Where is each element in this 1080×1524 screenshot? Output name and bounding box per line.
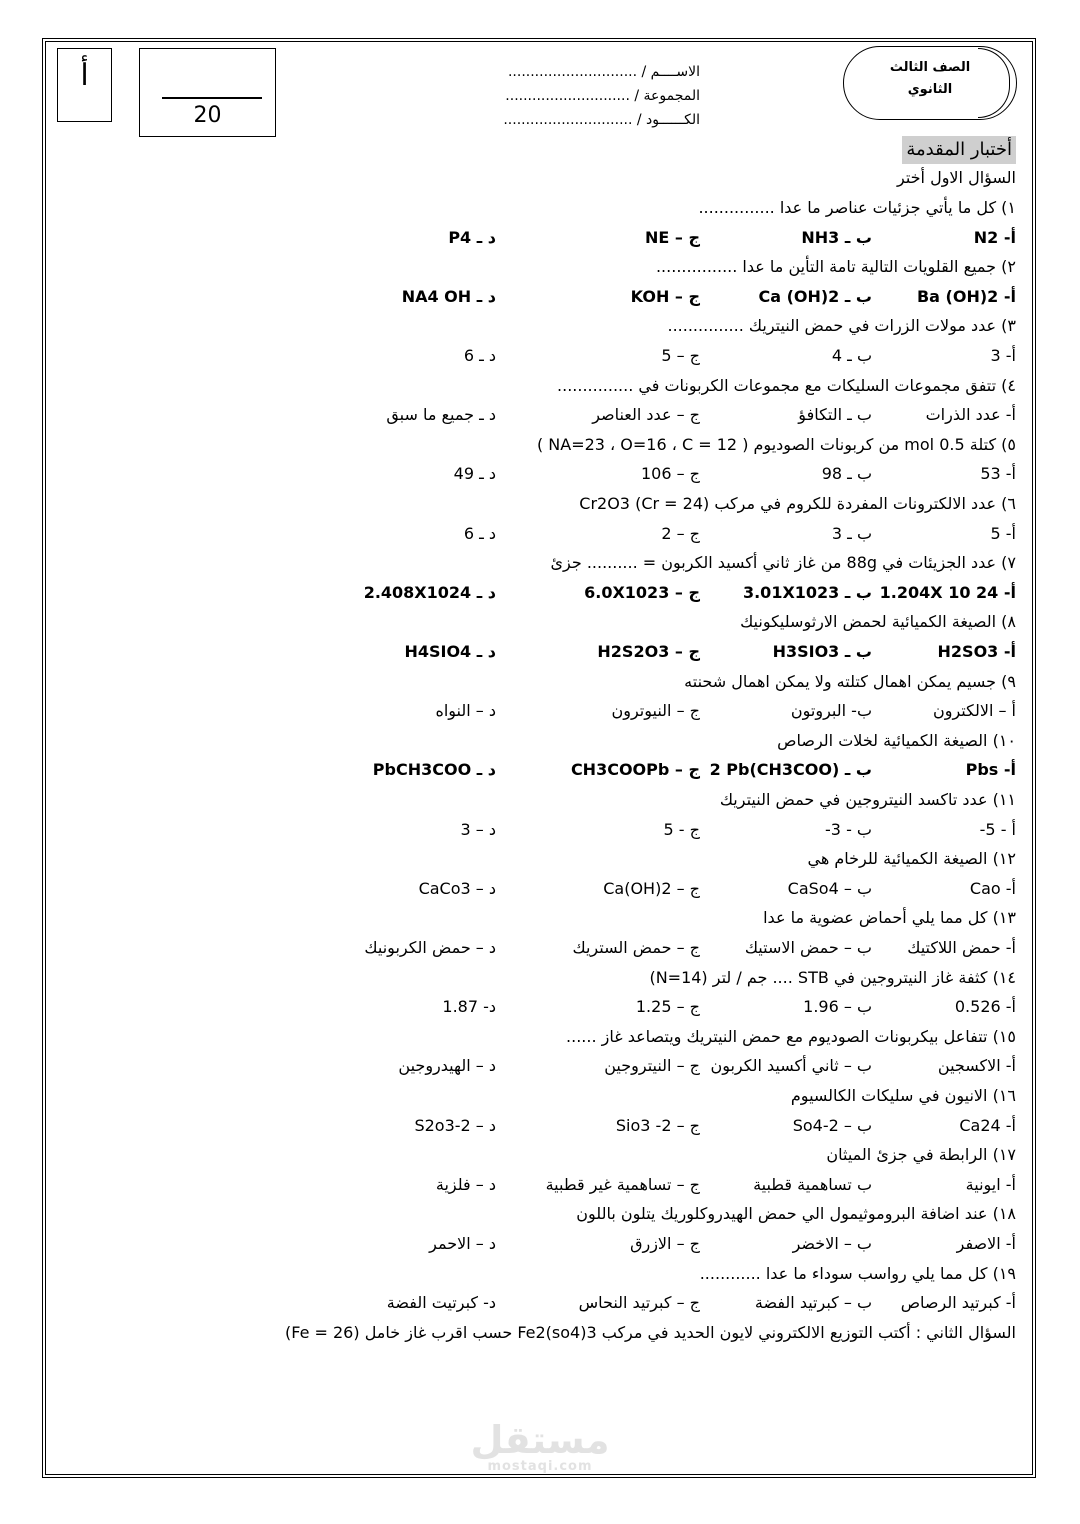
option-b: ب - 3- <box>825 819 872 839</box>
option-c: ج – النيتروجين <box>604 1056 700 1076</box>
option-c: ج – الازرق <box>630 1234 700 1253</box>
option-b: ب ـ 98 <box>821 464 872 484</box>
question-text: ١٤) كثفة غاز النيتروجين في STB .... جم / لتر (N=14) <box>649 967 1016 987</box>
question-text: ١٣) كل مما يلي أحماض عضوية ما عدا <box>763 908 1016 928</box>
name-field: الاســــم / ............................. <box>507 64 700 80</box>
question-options <box>0 637 1080 667</box>
option-c: ج – NE <box>645 227 700 247</box>
option-c: ج – Ca(OH)2 <box>603 878 700 898</box>
option-b: ب – كبرتيد الفضة <box>754 1293 872 1313</box>
question-text: ٤) تتفق مجموعات السليكات مع مجموعات الكربونات في ............... <box>557 375 1016 395</box>
question-options <box>0 933 1080 963</box>
option-a: أ- Ca24 <box>959 1115 1016 1135</box>
option-c: ج – 106 <box>640 464 700 484</box>
watermark-arabic: مستقل <box>470 1418 610 1462</box>
question-options <box>0 223 1080 253</box>
option-c: ج – KOH <box>630 286 700 306</box>
option-d: د – فلزية <box>435 1174 496 1194</box>
option-a: أ- 1.204X 10 24 <box>879 582 1016 602</box>
option-a: أ- حمض اللاكتيك <box>907 938 1016 957</box>
option-d: د ـ 6 <box>463 346 496 365</box>
option-c: ج – Sio3 -2 <box>615 1115 700 1135</box>
exam-version-letter: أ <box>80 58 89 93</box>
option-a: أ- 3 <box>990 346 1016 365</box>
option-c: ج – 5 <box>661 346 700 365</box>
total-score: 20 <box>193 103 222 128</box>
option-d: د ـ P4 <box>448 227 496 247</box>
question-2-text: السؤال الثاني : أكتب التوزيع الالكتروني لايون الحديد في مركب Fe2(so4)3 حسب اقرب غاز خامل (Fe = 26) <box>285 1322 1016 1342</box>
option-d: د ـ NA4 OH <box>401 286 496 306</box>
score-blank-line <box>162 97 262 99</box>
question-text: ١١) عدد تاكسد النيتروجين في حمض النيتريك <box>719 790 1016 809</box>
option-d: د – CaCo3 <box>418 878 496 898</box>
option-b: ب ـ H3SIO3 <box>772 642 872 661</box>
question-text: ١٠) الصيغة الكميائية لخلات الرصاص <box>777 730 1016 750</box>
question-text: ١٩) كل مما يلي رواسب سوداء ما عدا ............ <box>699 1263 1016 1283</box>
question-1-title: السؤال الاول أختر <box>896 168 1016 187</box>
option-c: ج – H2S2O3 <box>597 642 700 661</box>
question-options <box>0 459 1080 489</box>
option-a: أ- Ba (OH)2 <box>916 286 1016 306</box>
option-a: أ- N2 <box>973 227 1016 247</box>
option-b: ب ـ Ca (OH)2 <box>758 286 872 306</box>
option-d: د ـ H4SIO4 <box>404 642 496 661</box>
option-d: د – النواه <box>435 701 496 721</box>
question-options <box>0 341 1080 371</box>
option-b: ب – ثاني أكسيد الكربون <box>710 1056 872 1076</box>
option-b: ب ـ التكافؤ <box>798 405 872 425</box>
option-b: ب ـ (CH3COO)2 Pb <box>709 760 872 780</box>
option-a: أ – الالكترون <box>932 701 1016 721</box>
question-text: ٥) كتلة 0.5 mol من كربونات الصوديوم ( NA=23 ، O=16 ، C = 12 ) <box>536 434 1016 454</box>
option-b: ب – الاخضر <box>792 1234 872 1253</box>
question-options <box>0 874 1080 904</box>
option-d: د- 1.87 <box>442 997 496 1017</box>
option-c: ج – النيوترون <box>611 701 700 721</box>
question-options <box>0 282 1080 312</box>
question-options <box>0 519 1080 549</box>
question-text: ١٦) الانيون في سليكات الكالسيوم <box>790 1086 1016 1105</box>
question-options <box>0 696 1080 726</box>
question-text: ٩) جسيم يمكن اهمال كتلته ولا يمكن اهمال شحنته <box>684 671 1016 691</box>
option-d: د – الاحمر <box>429 1234 496 1253</box>
question-text: ٦) عدد الالكترونات المفردة للكروم في مركب Cr2O3 (Cr = 24) <box>579 494 1016 513</box>
question-options <box>0 1051 1080 1081</box>
option-a: أ- عدد الذرات <box>925 405 1016 425</box>
option-a: أ- الاصفر <box>956 1234 1016 1253</box>
question-text: ٧) عدد الجزيئات في 88g من غاز ثاني أكسيد الكربون = .......... جزئ <box>550 553 1016 573</box>
option-a: أ- الاكسجين <box>937 1056 1016 1076</box>
option-a: أ- ايونية <box>965 1174 1016 1194</box>
option-a: أ- كبرتيد الرصاص <box>900 1293 1016 1313</box>
question-text: ٢) جميع القلويات التالية تامة التأين ما عدا ................ <box>655 257 1016 277</box>
option-d: د – 3 <box>460 819 496 839</box>
question-options <box>0 1288 1080 1318</box>
question-options <box>0 400 1080 430</box>
option-d: د ـ PbCH3COO <box>372 760 496 780</box>
option-c: ج – 2 <box>661 523 700 543</box>
option-c: ج – حمض الستريك <box>572 938 700 957</box>
watermark-latin: mostaqi.com <box>487 1459 593 1474</box>
code-field: الكــــــود / ............................. <box>503 112 700 128</box>
option-d: د – S2o3-2 <box>414 1115 496 1135</box>
option-b: ب – So4-2 <box>792 1115 872 1135</box>
option-a: أ- 5 <box>990 523 1016 543</box>
question-options <box>0 992 1080 1022</box>
option-d: د ـ 6 <box>463 523 496 543</box>
option-c: ج – 6.0X1023 <box>584 582 700 602</box>
option-c: ج – 1.25 <box>635 997 700 1017</box>
option-c: ج - 5 <box>663 819 700 839</box>
option-b: ب – CaSo4 <box>787 878 872 898</box>
option-a: أ- Pbs <box>965 760 1016 780</box>
option-d: د – الهيدروجين <box>398 1056 496 1076</box>
option-d: د ـ جميع ما سبق <box>386 405 496 425</box>
question-options <box>0 1229 1080 1259</box>
grade-line-1: الصف الثالث <box>889 60 971 75</box>
option-d: د ـ 2.408X1024 <box>363 582 496 602</box>
option-b: ب ـ NH3 <box>801 227 872 247</box>
student-info <box>420 60 700 132</box>
group-field: المجموعة / ............................ <box>505 88 700 104</box>
option-c: ج – كبرتيد النحاس <box>578 1293 700 1313</box>
option-a: أ- H2SO3 <box>937 642 1016 661</box>
score-box <box>139 48 276 137</box>
question-text: ١٨) عند اضافة البروموثيمول الي حمض الهيدروكلوريك يتلون باللون <box>576 1204 1016 1224</box>
exam-version-box <box>57 48 112 122</box>
option-c: ج – عدد العناصر <box>592 405 700 425</box>
question-text: ١٢) الصيغة الكميائية للرخام هي <box>807 849 1016 869</box>
option-b: ب ـ 3 <box>831 523 872 543</box>
question-options <box>0 578 1080 608</box>
option-c: ج – تساهمية غير قطبية <box>545 1174 700 1194</box>
option-b: ب ـ 3.01X1023 <box>742 582 872 602</box>
option-b: ب ـ 4 <box>831 346 872 365</box>
question-text: ١) كل ما يأتي جزئيات عناصر ما عدا ............... <box>698 198 1016 217</box>
exam-title: أختبار المقدمة <box>902 136 1016 164</box>
option-a: أ- Cao <box>969 878 1016 898</box>
option-a: أ- 53 <box>980 464 1016 484</box>
option-b: ب – 1.96 <box>803 997 872 1017</box>
option-a: أ - 5- <box>979 819 1016 839</box>
option-b: ب- البروتون <box>790 701 872 721</box>
option-b: ب تساهمية قطبية <box>753 1174 872 1194</box>
grade-line-2: الثانوي <box>907 82 953 97</box>
question-options <box>0 755 1080 785</box>
option-b: ب – حمض الاستيك <box>744 938 872 957</box>
question-text: ٣) عدد مولات الزرات في حمض النيتريك ............... <box>667 316 1016 336</box>
question-options <box>0 1111 1080 1141</box>
question-text: ٨) الصيغة الكميائية لحمض الارثوسليكونيك <box>740 612 1016 632</box>
option-d: د- كبرتيت الفضة <box>386 1293 496 1313</box>
option-d: د ـ 49 <box>453 464 496 484</box>
option-d: د – حمض الكربونيك <box>364 938 496 957</box>
question-text: ١٥) تتفاعل بيكربونات الصوديوم مع حمض النيتريك ويتصاعد غاز ...... <box>566 1026 1016 1046</box>
watermark-logo <box>470 1420 610 1474</box>
question-options <box>0 1170 1080 1200</box>
question-text: ١٧) الرابطة في جزئ الميثان <box>826 1145 1016 1165</box>
option-a: أ- 0.526 <box>954 997 1016 1017</box>
question-options <box>0 815 1080 845</box>
option-c: ج – CH3COOPb <box>570 760 700 780</box>
